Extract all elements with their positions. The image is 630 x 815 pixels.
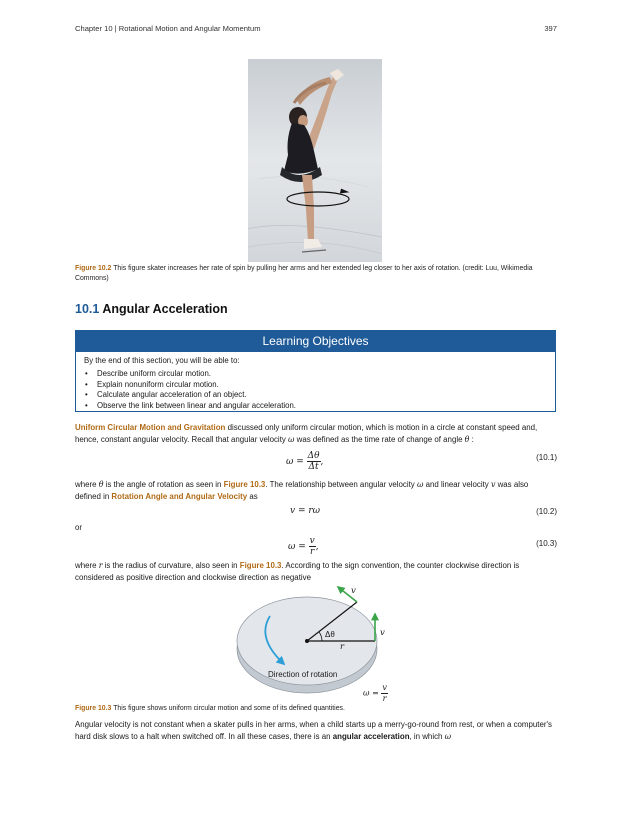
paragraph-text: , in which: [409, 732, 445, 742]
fraction-denominator: Δt: [308, 462, 319, 472]
learning-objectives-list: [97, 369, 296, 411]
link-uniform-circular-motion[interactable]: Uniform Circular Motion and Gravitation: [75, 423, 226, 432]
velocity-label-right: v: [380, 628, 385, 638]
paragraph-intro: [75, 422, 555, 447]
equation-trail: ,: [315, 542, 319, 552]
running-header: Chapter 10 | Rotational Motion and Angular Momentum: [75, 24, 261, 33]
delta-theta-label: Δθ: [325, 630, 335, 639]
direction-of-rotation-label: Direction of rotation: [268, 670, 338, 679]
figure-caption: [75, 264, 555, 283]
objective-item: • Describe uniform circular motion.: [97, 369, 296, 380]
equation-10-3: [288, 536, 319, 557]
learning-objectives-intro: By the end of this section, you will be able to:: [84, 356, 240, 365]
equation-number: (10.2): [536, 507, 557, 516]
figure-caption: [75, 704, 555, 714]
equation-lhs: ω =: [288, 542, 306, 552]
paragraph-text: . The relationship between angular velocity: [265, 480, 417, 489]
objective-item: • Calculate angular acceleration of an object.: [97, 390, 296, 401]
fraction-denominator: r: [310, 547, 315, 557]
page-number: 397: [544, 24, 557, 33]
figure-label: Figure 10.2: [75, 265, 112, 272]
section-number: 10.1: [75, 302, 100, 316]
equation-10-2: v = rω: [290, 506, 320, 516]
paragraph-angular-acceleration: [75, 719, 555, 744]
paragraph-text: is the radius of curvature, also seen in: [102, 561, 240, 570]
formula-denominator: r: [382, 694, 387, 703]
v-symbol: v: [490, 480, 496, 489]
velocity-label-top: v: [351, 586, 356, 596]
paragraph-text: Angular velocity is not constant when a skater pulls in her arms, when a child starts up a merry-go-round from rest, or when a computer's hard disk slows to a halt when switched off. In all these cases, there is an: [75, 720, 552, 742]
skater-photo: [248, 59, 382, 262]
paragraph-text: as: [247, 492, 258, 502]
r-symbol: r: [98, 561, 103, 570]
omega-symbol: ω: [444, 732, 452, 742]
paragraph-text: :: [469, 435, 474, 445]
term-angular-acceleration: angular acceleration: [332, 732, 410, 742]
figure-label: Figure 10.3: [75, 705, 112, 712]
link-figure-10-3[interactable]: Figure 10.3: [239, 561, 282, 570]
paragraph-text: . According to the sign convention, the counter clockwise direction is considered as positive direction and clockwise direction as negative: [75, 561, 520, 583]
equation-10-1: [286, 451, 323, 472]
theta-symbol: θ: [464, 435, 470, 445]
formula-lhs: ω =: [363, 688, 379, 698]
link-rotation-angle[interactable]: Rotation Angle and Angular Velocity: [111, 492, 248, 502]
radius-label: r: [340, 642, 345, 652]
paragraph-text: was defined as the time rate of change of angle: [294, 435, 465, 445]
connector-or: or: [75, 523, 83, 532]
paragraph-text: was also defined in: [75, 480, 529, 502]
figure-caption-text: This figure skater increases her rate of spin by pulling her arms and her extended leg closer to her axis of rotation. (credit: Luu, Wikimedia Commons): [75, 265, 533, 282]
figure-caption-text: This figure shows uniform circular motion and some of its defined quantities.: [113, 705, 345, 712]
omega-symbol: ω: [288, 435, 295, 445]
equation-lhs: ω =: [286, 457, 304, 467]
equation-number: (10.3): [536, 539, 557, 548]
learning-objectives-heading: Learning Objectives: [76, 331, 555, 352]
paragraph-text: where: [75, 480, 99, 489]
omega-formula: [363, 683, 388, 704]
omega-symbol: ω: [416, 480, 424, 489]
section-heading: [75, 302, 228, 316]
circular-motion-diagram: [230, 584, 410, 702]
equation-trail: ,: [320, 457, 324, 467]
paragraph-text: and linear velocity: [423, 480, 491, 489]
theta-symbol: θ: [98, 480, 104, 489]
paragraph-radius: [75, 560, 555, 585]
fraction-numerator: v: [309, 536, 315, 546]
equation-number: (10.1): [536, 453, 557, 462]
paragraph-relationship: [75, 479, 555, 504]
paragraph-text: discussed only uniform circular motion, which is motion in a circle at constant speed and, hence, constant angular velocity. Recall that angular velocity: [75, 423, 538, 445]
learning-objectives-box: [75, 330, 556, 412]
fraction-numerator: Δθ: [307, 451, 320, 461]
link-figure-10-3[interactable]: Figure 10.3: [223, 480, 266, 489]
section-title: Angular Acceleration: [102, 302, 228, 316]
paragraph-text: is the angle of rotation as seen in: [103, 480, 224, 489]
objective-item: • Observe the link between linear and angular acceleration.: [97, 401, 296, 412]
paragraph-text: where: [75, 561, 99, 570]
formula-numerator: v: [382, 683, 387, 692]
center-dot: [305, 639, 309, 643]
objective-item: • Explain nonuniform circular motion.: [97, 380, 296, 391]
